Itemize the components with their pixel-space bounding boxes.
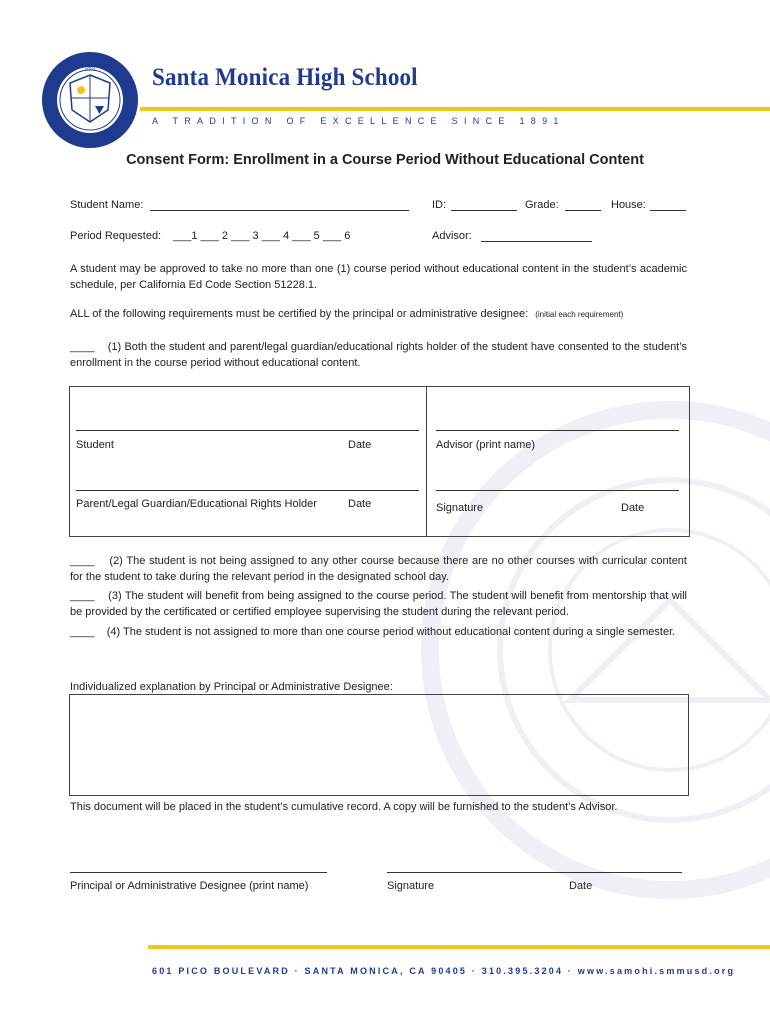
student-name-field[interactable] — [150, 210, 409, 211]
req2-text: (2) The student is not being assigned to any other course because there are no other courses with curricular content for the student to take during the relevant period in the designated school day. — [70, 555, 687, 583]
school-name: Santa Monica High School — [152, 64, 418, 91]
parent-sig-label: Parent/Legal Guardian/Educational Rights Holder — [76, 498, 317, 510]
grade-label: Grade: — [525, 199, 559, 211]
header-gold-bar — [140, 107, 770, 111]
req2-initial-blank[interactable]: ____ — [70, 555, 95, 567]
explanation-label: Individualized explanation by Principal or Administrative Designee: — [70, 681, 393, 693]
principal-signature-line[interactable] — [387, 872, 682, 873]
period-options[interactable]: ___1 ___ 2 ___ 3 ___ 4 ___ 5 ___ 6 — [173, 230, 351, 242]
principal-print-label: Principal or Administrative Designee (print name) — [70, 880, 309, 892]
signature-box — [69, 386, 690, 537]
requirements-lead: ALL of the following requirements must be certified by the principal or administrative designee: — [70, 308, 529, 320]
advisor-field[interactable] — [481, 241, 592, 242]
principal-print-line[interactable] — [70, 872, 327, 873]
record-note: This document will be placed in the student’s cumulative record. A copy will be furnished to the student’s Advisor. — [70, 801, 618, 813]
parent-date-label: Date — [348, 498, 372, 510]
school-tagline: A TRADITION OF EXCELLENCE SINCE 1891 — [152, 116, 565, 126]
signature-box-divider — [426, 386, 427, 536]
house-label: House: — [611, 199, 646, 211]
seal-year: 1891 — [84, 66, 96, 72]
advisor-label: Advisor: — [432, 230, 472, 242]
school-seal-logo — [40, 50, 140, 150]
id-field[interactable] — [451, 210, 517, 211]
period-label: Period Requested: — [70, 230, 162, 242]
requirement-3 — [70, 588, 687, 620]
house-field[interactable] — [650, 210, 686, 211]
advisor-signature-line[interactable] — [436, 490, 679, 491]
principal-signature-label: Signature — [387, 880, 435, 892]
advisor-print-line[interactable] — [436, 430, 679, 431]
requirement-1 — [70, 339, 687, 371]
req3-initial-blank[interactable]: ____ — [70, 590, 95, 602]
footer-gold-bar — [148, 945, 770, 949]
id-label: ID: — [432, 199, 447, 211]
requirement-4 — [70, 624, 687, 640]
req1-text: (1) Both the student and parent/legal guardian/educational rights holder of the student have consented to the student’s enrollment in the course period without educational content. — [70, 341, 687, 369]
student-sig-label: Student — [76, 439, 114, 451]
intro-paragraph: A student may be approved to take no more than one (1) course period without educational content in the student’s academic schedule, per California Ed Code Section 51228.1. — [70, 263, 687, 291]
explanation-textbox[interactable] — [69, 694, 689, 796]
student-name-label: Student Name: — [70, 199, 144, 211]
student-date-label: Date — [348, 439, 372, 451]
student-signature-line[interactable] — [76, 430, 419, 431]
req3-text: (3) The student will benefit from being assigned to the course period. The student will benefit from mentorship that will be provided by the certificated or certified employee supervising the student during the relevant period. — [70, 590, 687, 618]
principal-date-label: Date — [569, 880, 593, 892]
req1-initial-blank[interactable]: ____ — [70, 341, 95, 353]
requirement-2 — [70, 553, 687, 585]
parent-signature-line[interactable] — [76, 490, 419, 491]
req4-initial-blank[interactable]: ____ — [70, 626, 95, 638]
form-title: Consent Form: Enrollment in a Course Period Without Educational Content — [126, 152, 644, 168]
footer-address: 601 PICO BOULEVARD · SANTA MONICA, CA 90405 · 310.395.3204 · www.samohi.smmusd.org — [152, 966, 736, 976]
req4-text: (4) The student is not assigned to more than one course period without educational content during a single semester. — [106, 626, 676, 638]
advisor-signature-label: Signature — [436, 502, 484, 514]
advisor-date-label: Date — [621, 502, 645, 514]
requirements-note: (initial each requirement) — [535, 310, 624, 319]
advisor-print-label: Advisor (print name) — [436, 439, 536, 451]
grade-field[interactable] — [565, 210, 601, 211]
